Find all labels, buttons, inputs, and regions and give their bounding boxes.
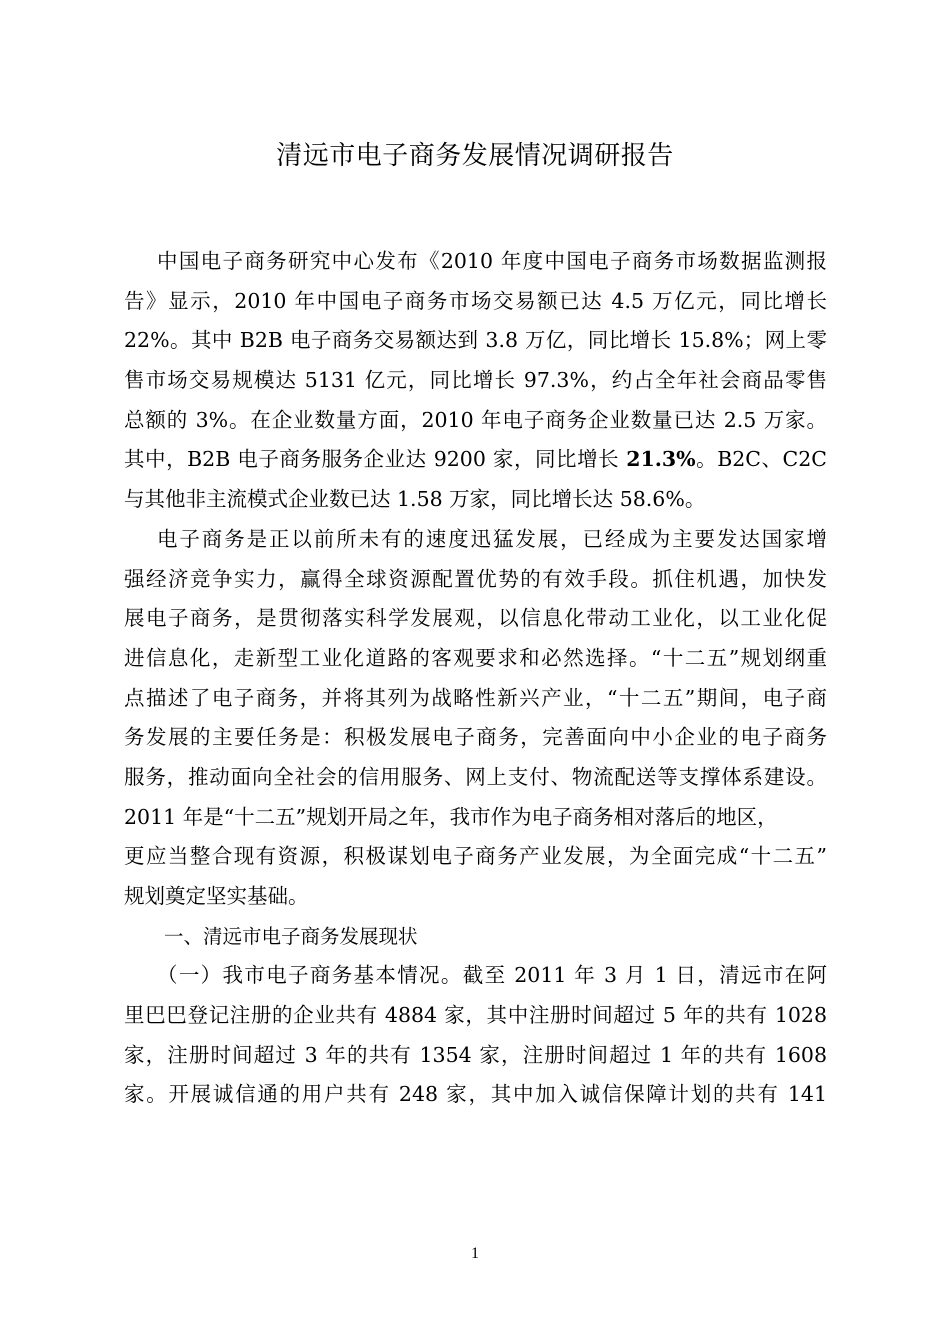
- page-number: 1: [471, 1245, 479, 1262]
- text-line: 点描述了电子商务，并将其列为战略性新兴产业，“十二五”期间，电子商: [124, 685, 827, 710]
- paragraph-market-data: [124, 242, 827, 520]
- section-heading: 一、清远市电子商务发展现状: [164, 924, 418, 948]
- text-line: [124, 440, 827, 480]
- text-line: 2011 年是“十二五”规划开局之年，我市作为电子商务相对落后的地区，: [124, 804, 778, 829]
- text-line: 规划奠定坚实基础。: [124, 884, 309, 908]
- document-body: [124, 242, 827, 1115]
- text-line: 里巴巴登记注册的企业共有 4884 家，其中注册时间超过 5 年的共有 1028: [124, 1003, 827, 1028]
- text-line: 家，注册时间超过 3 年的共有 1354 家，注册时间超过 1 年的共有 1608: [124, 1042, 827, 1067]
- paragraph-significance: [124, 520, 827, 917]
- paragraph-basic-situation: [124, 956, 827, 1115]
- text-line: 务发展的主要任务是：积极发展电子商务，完善面向中小企业的电子商务: [124, 725, 827, 750]
- bold-percentage: 21.3%: [626, 447, 696, 472]
- document-title: 清远市电子商务发展情况调研报告: [276, 141, 674, 171]
- text-line: 家。开展诚信通的用户共有 248 家，其中加入诚信保障计划的共有 141: [124, 1082, 827, 1107]
- text-line: 强经济竞争实力，赢得全球资源配置优势的有效手段。抓住机遇，加快发: [124, 566, 827, 591]
- text-line: 总额的 3%。在企业数量方面，2010 年电子商务企业数量已达 2.5 万家。: [124, 407, 827, 432]
- text-line: 服务，推动面向全社会的信用服务、网上支付、物流配送等支撑体系建设。: [124, 764, 827, 789]
- text-line: 电子商务是正以前所未有的速度迅猛发展，已经成为主要发达国家增: [157, 526, 827, 551]
- text-line: （一）我市电子商务基本情况。截至 2011 年 3 月 1 日，清远市在阿: [157, 963, 827, 988]
- text-segment: 。B2C、C2C: [695, 447, 827, 472]
- text-segment: 其中，B2B 电子商务服务企业达 9200 家，同比增长: [124, 447, 627, 472]
- text-line: 售市场交易规模达 5131 亿元，同比增长 97.3%，约占全年社会商品零售: [124, 368, 827, 393]
- text-line: 告》显示，2010 年中国电子商务市场交易额已达 4.5 万亿元，同比增长: [124, 288, 827, 313]
- text-line: 22%。其中 B2B 电子商务交易额达到 3.8 万亿，同比增长 15.8%；网上零: [124, 328, 827, 353]
- text-line: 展电子商务，是贯彻落实科学发展观，以信息化带动工业化，以工业化促: [124, 606, 827, 631]
- text-line: 与其他非主流模式企业数已达 1.58 万家，同比增长达 58.6%。: [124, 487, 706, 512]
- text-line: 中国电子商务研究中心发布《2010 年度中国电子商务市场数据监测报: [157, 249, 827, 273]
- text-line: 更应当整合现有资源，积极谋划电子商务产业发展，为全面完成“十二五”: [124, 844, 827, 869]
- text-line: 进信息化，走新型工业化道路的客观要求和必然选择。“十二五”规划纲重: [124, 645, 827, 670]
